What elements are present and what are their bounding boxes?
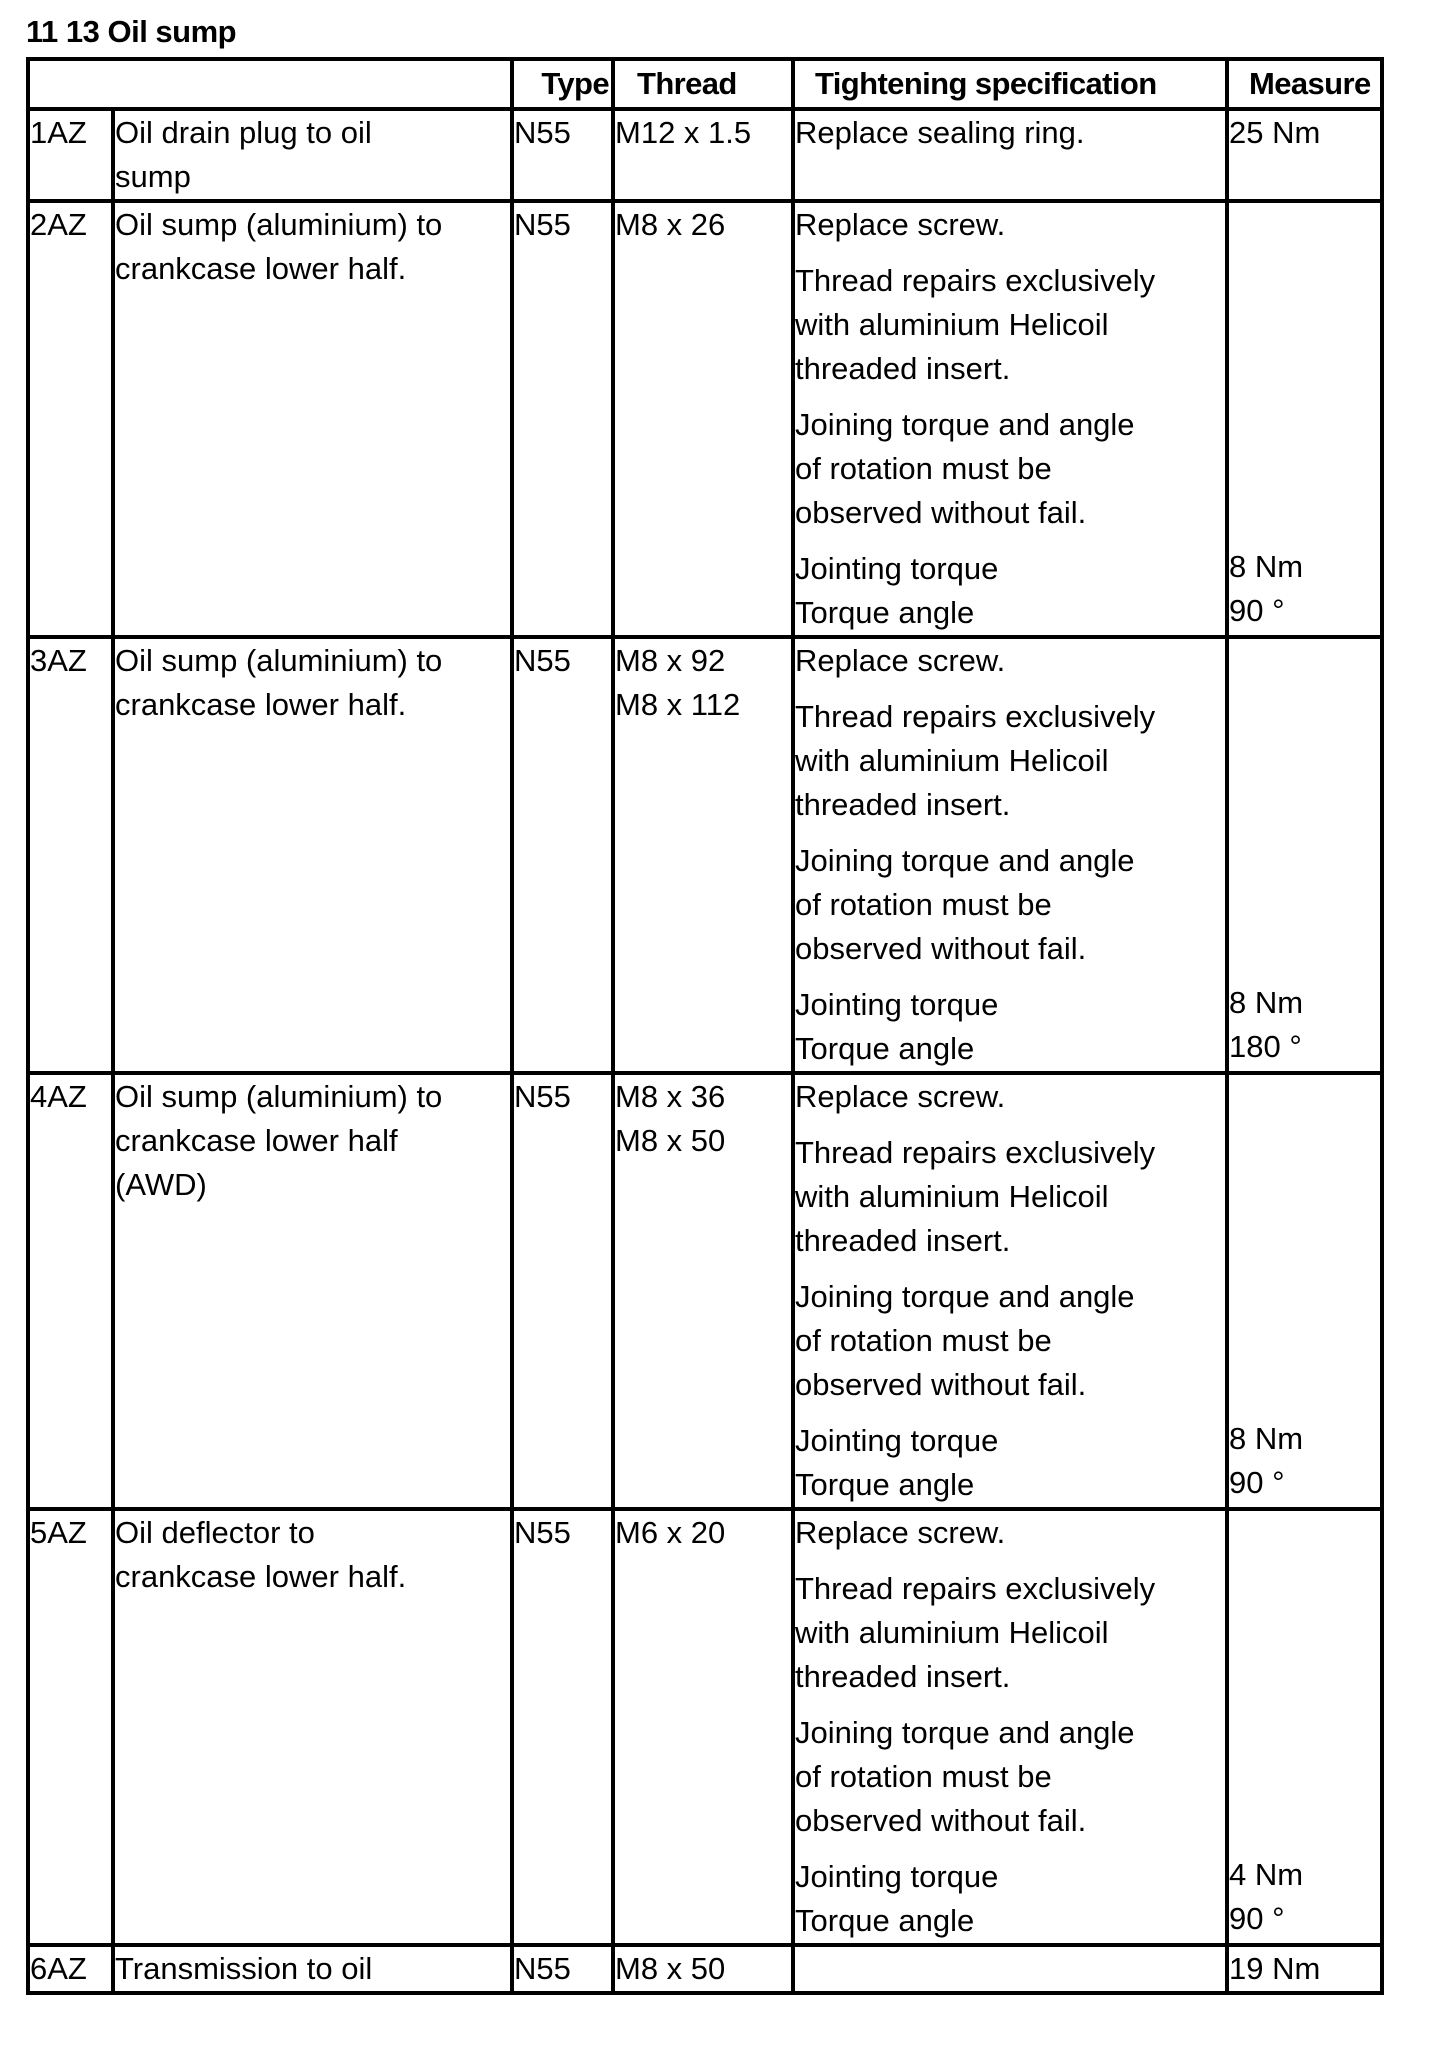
table-header-row xyxy=(28,59,1382,109)
table-row xyxy=(28,1073,1382,1509)
row-thread xyxy=(613,1073,793,1509)
spec-line: of rotation must be xyxy=(795,451,1052,486)
description-line: (AWD) xyxy=(115,1167,207,1202)
spec-line: threaded insert. xyxy=(795,351,1011,386)
measure-spacer xyxy=(1229,1075,1380,1417)
header-type: Type xyxy=(512,59,613,109)
measure-torque-angle: 90 ° xyxy=(1229,593,1285,628)
spec-block xyxy=(795,203,1225,247)
spec-block xyxy=(795,403,1225,535)
row-measure xyxy=(1227,1073,1382,1509)
spec-line: of rotation must be xyxy=(795,1759,1052,1794)
spec-line: threaded insert. xyxy=(795,787,1011,822)
row-measure xyxy=(1227,109,1382,201)
row-type xyxy=(512,109,613,201)
measure-spacer xyxy=(1229,203,1380,545)
description-line: Oil sump (aluminium) to xyxy=(115,1079,443,1114)
row-measure xyxy=(1227,637,1382,1073)
row-description xyxy=(113,1945,512,1993)
spec-line: of rotation must be xyxy=(795,1323,1052,1358)
measure-torque-angle: 90 ° xyxy=(1229,1901,1285,1936)
row-measure xyxy=(1227,1509,1382,1945)
spec-line: Replace screw. xyxy=(795,643,1006,678)
measure-jointing-torque: 8 Nm xyxy=(1229,549,1304,584)
row-thread xyxy=(613,109,793,201)
spec-line: observed without fail. xyxy=(795,931,1087,966)
row-id-text: 2AZ xyxy=(30,207,87,242)
spec-line: Joining torque and angle xyxy=(795,407,1135,442)
row-id xyxy=(28,201,113,637)
spec-block xyxy=(795,1711,1225,1843)
jointing-torque-label: Jointing torque xyxy=(795,1423,999,1458)
header-item xyxy=(28,59,512,109)
description-line: crankcase lower half. xyxy=(115,687,407,722)
thread-line: M8 x 112 xyxy=(615,687,741,722)
description-line: sump xyxy=(115,159,191,194)
spec-block xyxy=(795,111,1225,155)
measure-jointing-torque: 8 Nm xyxy=(1229,985,1304,1020)
spec-line: Replace screw. xyxy=(795,1079,1006,1114)
description-line: Transmission to oil xyxy=(115,1951,373,1986)
spec-line: Thread repairs exclusively xyxy=(795,699,1156,734)
row-measure xyxy=(1227,201,1382,637)
row-id-text: 6AZ xyxy=(30,1951,87,1986)
row-type xyxy=(512,1073,613,1509)
type-text: N55 xyxy=(514,207,571,242)
spec-block xyxy=(795,1275,1225,1407)
torque-angle-label: Torque angle xyxy=(795,1903,975,1938)
spec-line: of rotation must be xyxy=(795,887,1052,922)
spec-line: Joining torque and angle xyxy=(795,843,1135,878)
row-id-text: 4AZ xyxy=(30,1079,87,1114)
spec-block xyxy=(795,695,1225,827)
description-line: Oil sump (aluminium) to xyxy=(115,643,443,678)
description-line: crankcase lower half. xyxy=(115,1559,407,1594)
spec-line: Joining torque and angle xyxy=(795,1715,1135,1750)
row-thread xyxy=(613,637,793,1073)
table-row xyxy=(28,109,1382,201)
spec-line: threaded insert. xyxy=(795,1223,1011,1258)
row-id-text: 1AZ xyxy=(30,115,87,150)
spec-block xyxy=(795,1567,1225,1699)
thread-line: M8 x 50 xyxy=(615,1123,726,1158)
row-type xyxy=(512,1509,613,1945)
row-tightening-specification xyxy=(793,1945,1227,1993)
spec-line: with aluminium Helicoil xyxy=(795,1615,1109,1650)
row-thread xyxy=(613,1945,793,1993)
row-thread xyxy=(613,1509,793,1945)
thread-line: M8 x 36 xyxy=(615,1079,726,1114)
spec-line: Replace screw. xyxy=(795,1515,1006,1550)
row-thread xyxy=(613,201,793,637)
row-tightening-specification xyxy=(793,1509,1227,1945)
thread-line: M8 x 50 xyxy=(615,1951,726,1986)
spec-line: observed without fail. xyxy=(795,1803,1087,1838)
header-measure: Measure xyxy=(1227,59,1382,109)
row-type xyxy=(512,637,613,1073)
measure-value: 19 Nm xyxy=(1229,1951,1321,1986)
description-line: Oil sump (aluminium) to xyxy=(115,207,443,242)
row-id xyxy=(28,1073,113,1509)
measure-jointing-torque: 8 Nm xyxy=(1229,1421,1304,1456)
spec-block xyxy=(795,839,1225,971)
spec-line: Joining torque and angle xyxy=(795,1279,1135,1314)
spec-block xyxy=(795,1131,1225,1263)
row-id xyxy=(28,637,113,1073)
description-line: Oil deflector to xyxy=(115,1515,315,1550)
header-thread: Thread xyxy=(613,59,793,109)
row-type xyxy=(512,201,613,637)
spec-line: Thread repairs exclusively xyxy=(795,1135,1156,1170)
torque-angle-label: Torque angle xyxy=(795,1031,975,1066)
torque-angle-label: Torque angle xyxy=(795,1467,975,1502)
spec-line: Replace screw. xyxy=(795,207,1006,242)
tightening-spec-table xyxy=(26,57,1384,1995)
spec-line: observed without fail. xyxy=(795,1367,1087,1402)
spec-line: threaded insert. xyxy=(795,1659,1011,1694)
row-description xyxy=(113,637,512,1073)
spec-block xyxy=(795,1075,1225,1119)
table-row xyxy=(28,1945,1382,1993)
spec-line: Thread repairs exclusively xyxy=(795,263,1156,298)
spec-block xyxy=(795,259,1225,391)
spec-line: with aluminium Helicoil xyxy=(795,307,1109,342)
description-line: crankcase lower half. xyxy=(115,251,407,286)
table-row xyxy=(28,637,1382,1073)
row-description xyxy=(113,1509,512,1945)
thread-line: M8 x 26 xyxy=(615,207,726,242)
page-title: 11 13 Oil sump xyxy=(26,14,237,49)
spec-block xyxy=(795,1511,1225,1555)
measure-torque-angle: 90 ° xyxy=(1229,1465,1285,1500)
jointing-torque-label: Jointing torque xyxy=(795,987,999,1022)
row-id-text: 3AZ xyxy=(30,643,87,678)
spec-line: with aluminium Helicoil xyxy=(795,1179,1109,1214)
type-text: N55 xyxy=(514,1951,571,1986)
thread-line: M12 x 1.5 xyxy=(615,115,752,150)
row-type xyxy=(512,1945,613,1993)
row-measure xyxy=(1227,1945,1382,1993)
row-description xyxy=(113,109,512,201)
description-line: Oil drain plug to oil xyxy=(115,115,372,150)
row-id xyxy=(28,109,113,201)
torque-angle-label: Torque angle xyxy=(795,595,975,630)
measure-spacer xyxy=(1229,639,1380,981)
spec-block xyxy=(795,639,1225,683)
type-text: N55 xyxy=(514,1079,571,1114)
row-id xyxy=(28,1945,113,1993)
row-tightening-specification xyxy=(793,201,1227,637)
header-tightening-specification: Tightening specification xyxy=(793,59,1227,109)
table-row xyxy=(28,1509,1382,1945)
description-line: crankcase lower half xyxy=(115,1123,398,1158)
row-tightening-specification xyxy=(793,637,1227,1073)
spec-line: observed without fail. xyxy=(795,495,1087,530)
jointing-torque-label: Jointing torque xyxy=(795,551,999,586)
measure-jointing-torque: 4 Nm xyxy=(1229,1857,1304,1892)
thread-line: M8 x 92 xyxy=(615,643,726,678)
measure-torque-angle: 180 ° xyxy=(1229,1029,1302,1064)
type-text: N55 xyxy=(514,1515,571,1550)
table-row xyxy=(28,201,1382,637)
row-tightening-specification xyxy=(793,1073,1227,1509)
jointing-torque-label: Jointing torque xyxy=(795,1859,999,1894)
row-tightening-specification xyxy=(793,109,1227,201)
spec-line: Replace sealing ring. xyxy=(795,115,1085,150)
spec-line: Thread repairs exclusively xyxy=(795,1571,1156,1606)
row-description xyxy=(113,201,512,637)
row-description xyxy=(113,1073,512,1509)
row-id-text: 5AZ xyxy=(30,1515,87,1550)
type-text: N55 xyxy=(514,643,571,678)
row-id xyxy=(28,1509,113,1945)
type-text: N55 xyxy=(514,115,571,150)
spec-line: with aluminium Helicoil xyxy=(795,743,1109,778)
measure-spacer xyxy=(1229,1511,1380,1853)
thread-line: M6 x 20 xyxy=(615,1515,726,1550)
measure-value: 25 Nm xyxy=(1229,115,1321,150)
